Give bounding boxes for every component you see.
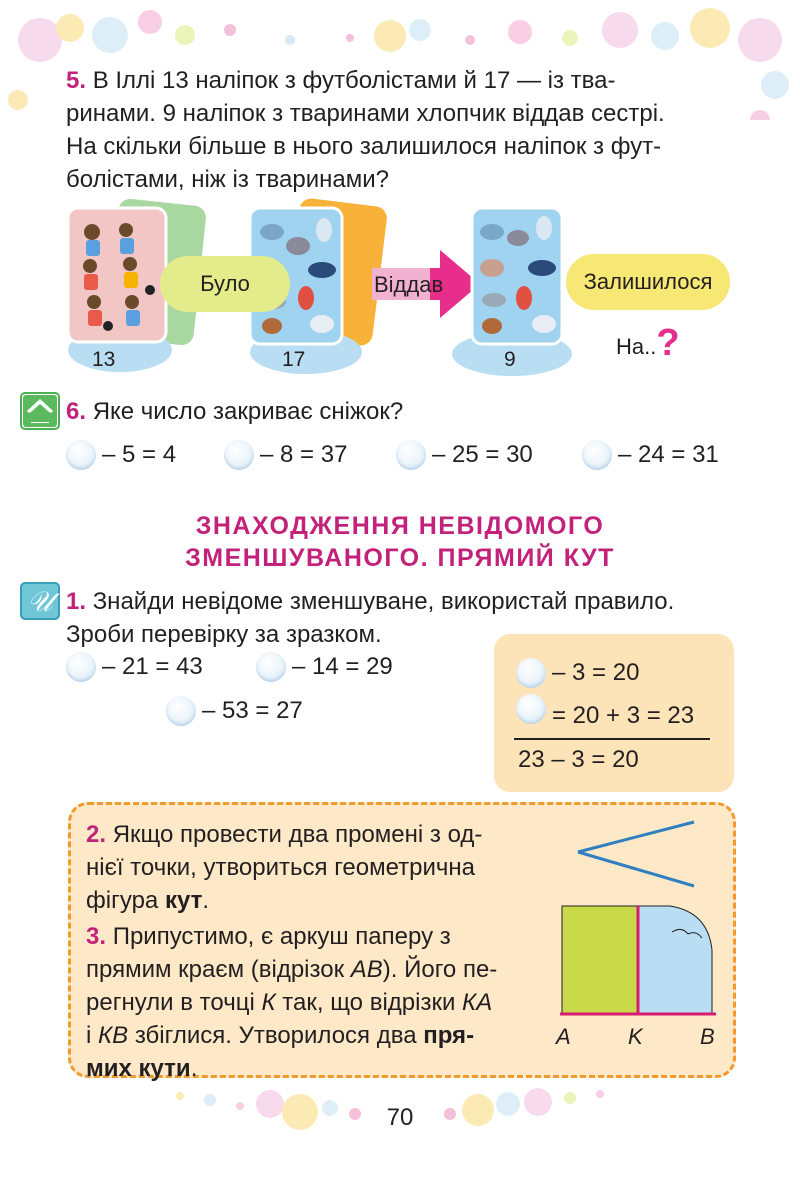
term-right: пря- <box>423 1022 475 1049</box>
task3-line: і <box>86 1022 98 1049</box>
task2-line: фігура <box>86 887 165 914</box>
snowball-icon <box>396 440 426 470</box>
svg-text:𝒰: 𝒰 <box>27 585 53 618</box>
task3-line: ). Його пе- <box>382 956 498 983</box>
task6-eq-3 <box>396 440 533 470</box>
point-k-label: K <box>628 1024 643 1049</box>
task2-line: Якщо провести два промені з од- <box>112 821 483 848</box>
equation-text: – 25 = 30 <box>432 441 533 468</box>
term-angle: кут <box>164 887 203 914</box>
task3-line: Припустимо, є аркуш паперу з <box>112 923 451 950</box>
task2-line: нієї точки, утвориться геометрична <box>86 854 476 881</box>
count-13: 13 <box>92 348 116 371</box>
snowball-icon <box>582 440 612 470</box>
point-a-label: A <box>556 1024 571 1049</box>
snowball-icon <box>166 696 196 726</box>
snowball-icon <box>224 440 254 470</box>
section-heading <box>100 510 700 574</box>
task6-eq-2 <box>224 440 347 470</box>
task6-eq-4 <box>582 440 719 470</box>
task6-number: 6. <box>66 398 87 425</box>
sample-line-2 <box>516 702 694 730</box>
task3-text <box>86 920 532 1085</box>
segment-ka: КА <box>462 989 493 1016</box>
heading-line: ЗМЕНШУВАНОГО. ПРЯМИЙ КУТ <box>185 544 615 572</box>
sample-line-1 <box>516 658 639 688</box>
task5-line: болістами, ніж із тваринами? <box>66 166 389 193</box>
task2-number: 2. <box>86 821 107 848</box>
was-label: Було <box>160 256 290 312</box>
sample-text: 23 – 3 = 20 <box>518 746 639 773</box>
sample-text: = 20 + 3 = 23 <box>552 702 695 729</box>
question-mark: ? <box>656 322 680 364</box>
task6-text <box>66 395 403 428</box>
segment-ab: АВ <box>350 956 383 983</box>
equation-text: – 53 = 27 <box>202 697 303 724</box>
task5-line: На скільки більше в нього залишилося наліпок з фут- <box>66 133 662 160</box>
task3-line: так, що відрізки <box>275 989 463 1016</box>
task1-eq-2 <box>256 652 393 682</box>
segment-kb: КВ <box>98 1022 129 1049</box>
equation-text: – 8 = 37 <box>260 441 348 468</box>
task6-eq-1 <box>66 440 176 470</box>
snowball-icon <box>66 652 96 682</box>
more-question <box>616 322 680 364</box>
point-b-label: B <box>700 1024 715 1049</box>
point-k: К <box>261 989 276 1016</box>
sample-text: – 3 = 20 <box>552 659 640 686</box>
equation-text: – 5 = 4 <box>102 441 177 468</box>
task5-text <box>66 64 734 196</box>
sample-divider <box>514 738 710 740</box>
snowball-icon <box>516 694 546 724</box>
task3-line: збіглися. Утворилося два <box>128 1022 424 1049</box>
folded-paper-figure <box>560 904 716 1018</box>
task1-number: 1. <box>66 588 87 615</box>
task3-line: прямим краєм (відрізок <box>86 956 351 983</box>
task5-line: ринами. 9 наліпок з тваринами хлопчик віддав сестрі. <box>66 100 665 127</box>
notebook-icon <box>20 582 60 620</box>
left-label: Залишилося <box>566 254 730 310</box>
equation-text: – 24 = 31 <box>618 441 719 468</box>
task6-question: Яке число закриває сніжок? <box>92 398 404 425</box>
task5-line: В Іллі 13 наліпок з футболістами й 17 — із тва- <box>92 67 616 94</box>
equation-text: – 21 = 43 <box>102 653 203 680</box>
punct: . <box>202 887 210 914</box>
task1-line: Знайди невідоме зменшуване, використай правило. <box>92 588 675 615</box>
punct: . <box>190 1055 198 1082</box>
count-17: 17 <box>282 348 306 371</box>
task5-number: 5. <box>66 67 87 94</box>
term-right-angles: мих кути <box>86 1055 191 1082</box>
task1-eq-3 <box>166 696 303 726</box>
home-icon <box>20 392 60 430</box>
page-number: 70 <box>386 1104 414 1131</box>
snowball-icon <box>256 652 286 682</box>
gave-label: Віддав <box>374 272 444 297</box>
angle-figure <box>570 818 700 890</box>
sample-line-3 <box>518 746 639 774</box>
equation-text: – 14 = 29 <box>292 653 393 680</box>
count-9: 9 <box>504 348 516 371</box>
heading-line: ЗНАХОДЖЕННЯ НЕВІДОМОГО <box>195 512 605 540</box>
task3-number: 3. <box>86 923 107 950</box>
task1-line: Зроби перевірку за зразком. <box>66 621 382 648</box>
task2-text <box>86 818 532 917</box>
task3-line: регнули в точці <box>86 989 262 1016</box>
more-label: На.. <box>616 334 657 359</box>
snowball-icon <box>66 440 96 470</box>
task1-eq-1 <box>66 652 203 682</box>
snowball-icon <box>516 658 546 688</box>
